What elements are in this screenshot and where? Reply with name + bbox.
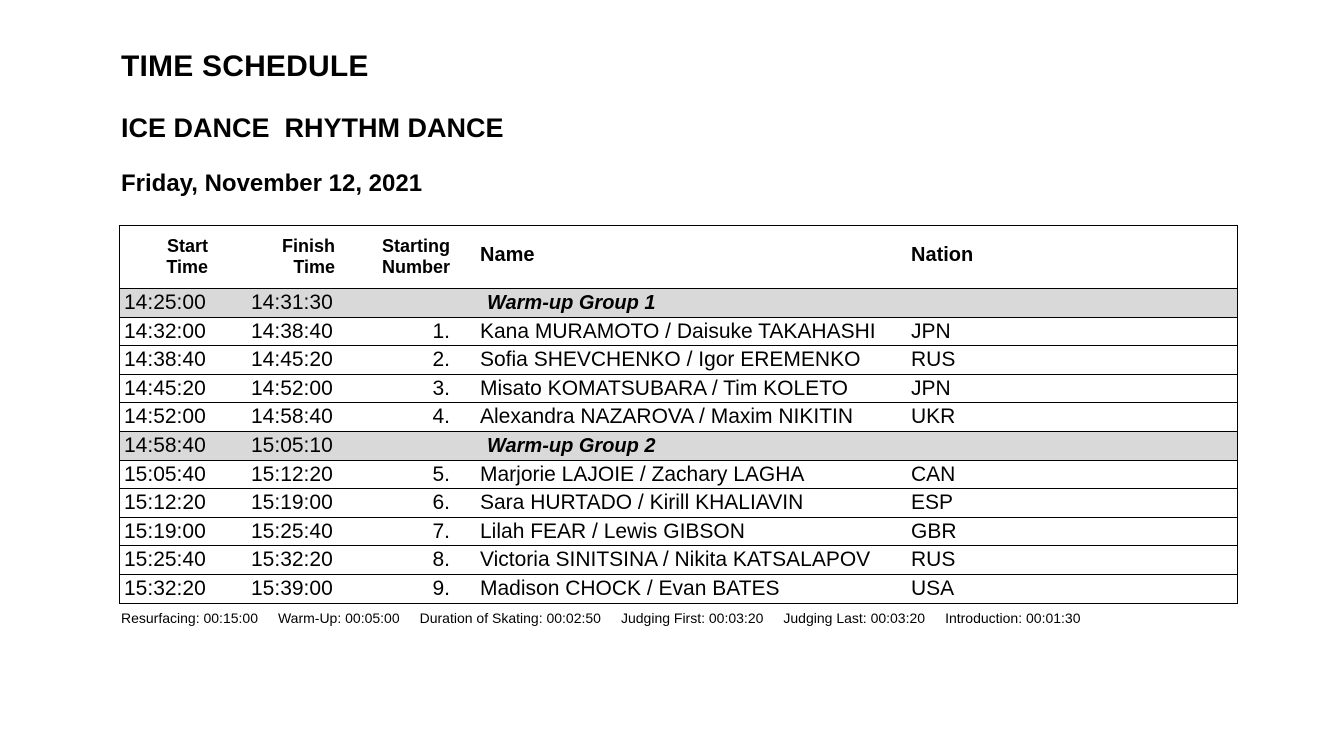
starting-number: 4. bbox=[432, 405, 450, 429]
footer-timing-item: Resurfacing: 00:15:00 bbox=[121, 610, 258, 626]
header-start-time bbox=[118, 236, 208, 278]
warmup-row bbox=[120, 432, 1237, 461]
table-row bbox=[120, 346, 1237, 375]
event-title: ICE DANCE RHYTHM DANCE bbox=[121, 113, 504, 143]
starting-number: 6. bbox=[432, 491, 450, 515]
skater-names: Marjorie LAJOIE / Zachary LAGHA bbox=[480, 462, 805, 486]
table-row bbox=[120, 461, 1237, 490]
footer-timing-item: Duration of Skating: 00:02:50 bbox=[419, 610, 601, 626]
finish-time: 15:32:20 bbox=[251, 548, 333, 572]
nation-code: RUS bbox=[911, 348, 956, 372]
nation-code: USA bbox=[911, 576, 955, 600]
nation-code: GBR bbox=[911, 519, 957, 543]
starting-number: 2. bbox=[432, 348, 450, 372]
starting-number: 9. bbox=[432, 576, 450, 600]
starting-number: 7. bbox=[432, 519, 450, 543]
start-time: 15:19:00 bbox=[124, 519, 206, 543]
finish-time: 14:45:20 bbox=[251, 348, 333, 372]
finish-time: 14:38:40 bbox=[251, 319, 333, 343]
finish-time: 15:39:00 bbox=[251, 576, 333, 600]
footer-timing-item: Judging First: 00:03:20 bbox=[620, 610, 764, 626]
skater-names: Victoria SINITSINA / Nikita KATSALAPOV bbox=[480, 548, 871, 572]
header-nation: Nation bbox=[911, 244, 974, 266]
warmup-group-label: Warm-up Group 2 bbox=[487, 434, 656, 457]
footer-timing-item: Warm-Up: 00:05:00 bbox=[277, 610, 400, 626]
nation-code: RUS bbox=[911, 548, 956, 572]
skater-names: Alexandra NAZAROVA / Maxim NIKITIN bbox=[480, 405, 854, 429]
table-row bbox=[120, 375, 1237, 404]
table-row bbox=[120, 518, 1237, 547]
table-header bbox=[120, 226, 1237, 289]
start-time: 15:12:20 bbox=[124, 491, 206, 515]
nation-code: JPN bbox=[911, 376, 951, 400]
starting-number: 5. bbox=[432, 462, 450, 486]
start-time: 14:32:00 bbox=[124, 319, 206, 343]
footer-timing-item: Judging Last: 00:03:20 bbox=[783, 610, 926, 626]
timing-footer bbox=[121, 610, 1081, 626]
header-finish-time-label: Finish Time bbox=[282, 236, 335, 277]
table-row bbox=[120, 318, 1237, 347]
skater-names: Sara HURTADO / Kirill KHALIAVIN bbox=[480, 491, 804, 515]
warmup-group-label: Warm-up Group 1 bbox=[487, 292, 656, 314]
skater-names: Madison CHOCK / Evan BATES bbox=[480, 576, 780, 600]
nation-code: UKR bbox=[911, 405, 956, 429]
nation-code: CAN bbox=[911, 462, 956, 486]
warmup-row bbox=[120, 289, 1237, 318]
start-time: 15:05:40 bbox=[124, 462, 206, 486]
finish-time: 14:31:30 bbox=[251, 291, 333, 314]
starting-number: 8. bbox=[432, 548, 450, 572]
header-start-time-label: Start Time bbox=[166, 236, 208, 277]
finish-time: 14:52:00 bbox=[251, 376, 333, 400]
nation-code: JPN bbox=[911, 319, 951, 343]
start-time: 15:25:40 bbox=[124, 548, 206, 572]
page-title: TIME SCHEDULE bbox=[121, 50, 369, 83]
start-time: 14:52:00 bbox=[124, 405, 206, 429]
starting-number: 3. bbox=[432, 376, 450, 400]
start-time: 14:38:40 bbox=[124, 348, 206, 372]
event-date: Friday, November 12, 2021 bbox=[121, 170, 423, 197]
table-row bbox=[120, 403, 1237, 432]
header-starting-number bbox=[340, 236, 450, 278]
start-time: 14:58:40 bbox=[124, 433, 206, 457]
skater-names: Kana MURAMOTO / Daisuke TAKAHASHI bbox=[480, 319, 876, 343]
finish-time: 14:58:40 bbox=[251, 405, 333, 429]
finish-time: 15:12:20 bbox=[251, 462, 333, 486]
start-time: 15:32:20 bbox=[124, 576, 206, 600]
table-row bbox=[120, 489, 1237, 518]
start-time: 14:25:00 bbox=[124, 291, 206, 314]
schedule-table bbox=[119, 225, 1238, 604]
skater-names: Sofia SHEVCHENKO / Igor EREMENKO bbox=[480, 348, 861, 372]
skater-names: Lilah FEAR / Lewis GIBSON bbox=[480, 519, 745, 543]
skater-names: Misato KOMATSUBARA / Tim KOLETO bbox=[480, 376, 848, 400]
footer-timing-item: Introduction: 00:01:30 bbox=[945, 610, 1081, 626]
finish-time: 15:25:40 bbox=[251, 519, 333, 543]
header-starting-number-label: Starting Number bbox=[381, 236, 450, 277]
nation-code: ESP bbox=[911, 491, 954, 515]
start-time: 14:45:20 bbox=[124, 376, 206, 400]
finish-time: 15:19:00 bbox=[251, 491, 333, 515]
finish-time: 15:05:10 bbox=[251, 433, 333, 457]
header-name: Name bbox=[480, 244, 535, 266]
starting-number: 1. bbox=[432, 319, 450, 343]
table-row bbox=[120, 546, 1237, 575]
table-body bbox=[120, 289, 1237, 603]
header-finish-time bbox=[245, 236, 335, 278]
table-row bbox=[120, 575, 1237, 603]
